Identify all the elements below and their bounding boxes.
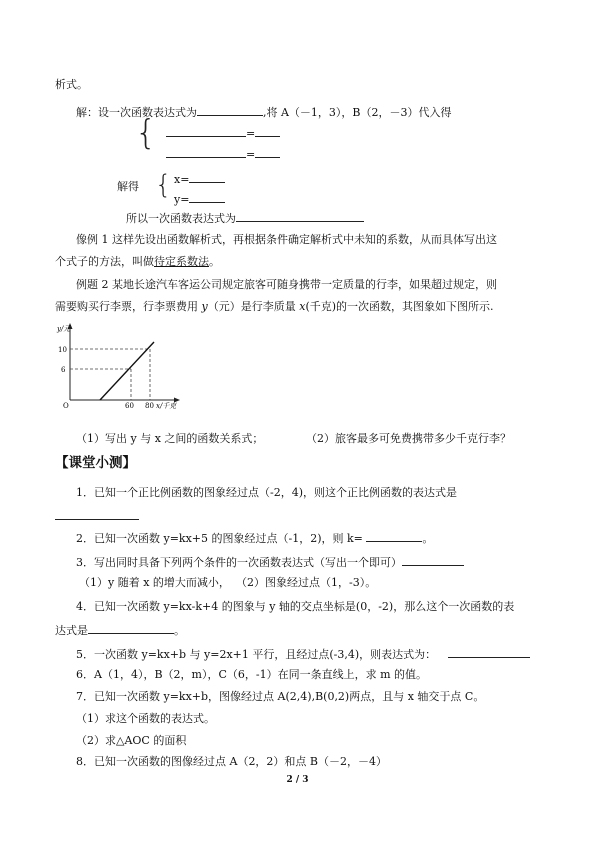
y-axis-label: y/元 bbox=[57, 325, 71, 333]
x-axis-label: x/千克 bbox=[156, 402, 177, 410]
solution-brace: { bbox=[155, 170, 172, 200]
quiz-item-4-text: 达式是 bbox=[55, 624, 88, 637]
x-tick-80: 80 bbox=[145, 402, 154, 410]
example2-line-2 bbox=[55, 300, 494, 314]
var-y: y bbox=[201, 300, 208, 313]
method-line-2 bbox=[55, 255, 220, 269]
intro-line: 析式。 bbox=[55, 78, 88, 91]
therefore-line bbox=[126, 210, 364, 226]
jiede-label: 解得 bbox=[117, 180, 139, 193]
eq-sign-2: = bbox=[246, 148, 256, 161]
x-tick-60: 60 bbox=[125, 402, 134, 410]
y-tick-10: 10 bbox=[58, 346, 67, 354]
eq-sign-1: = bbox=[246, 127, 256, 140]
equation-1-right-blank bbox=[255, 125, 280, 137]
y-eq: y= bbox=[174, 193, 190, 206]
page-number: 2 / 3 bbox=[286, 775, 309, 785]
therefore-text: 所以一次函数表达式为 bbox=[126, 212, 236, 225]
fee-line bbox=[100, 342, 154, 400]
quiz-item-6: 6．A（1，4），B（2，m），C（6，-1）在同一条直线上，求 m 的值。 bbox=[76, 668, 428, 681]
quiz-item-3-blank bbox=[402, 554, 464, 566]
luggage-fee-graph bbox=[55, 320, 185, 410]
ex2-c: (千克)的一次函数，其图象如下图所示. bbox=[305, 300, 494, 313]
equation-1 bbox=[166, 125, 280, 141]
quiz-item-2-blank bbox=[366, 530, 422, 542]
quiz-item-8: 8．已知一次函数的图像经过点 A（2，2）和点 B（－2，－4） bbox=[76, 755, 388, 768]
system-brace: { bbox=[135, 113, 157, 153]
example2-line-1: 例题 2 某地长途汽车客运公司规定旅客可随身携带一定质量的行李，如果超过规定，则 bbox=[76, 278, 497, 291]
x-eq: x= bbox=[174, 173, 190, 186]
quiz-item-3 bbox=[76, 554, 464, 570]
var-x: x bbox=[299, 300, 306, 313]
quiz-item-1-blank bbox=[55, 508, 139, 520]
solve-prefix: 解：设一次函数表达式为 bbox=[76, 106, 197, 119]
method-prefix: 个式子的方法，叫做 bbox=[55, 255, 154, 268]
quiz-item-2-end: 。 bbox=[422, 532, 434, 545]
quiz-item-3-text: 3．写出同时具备下列两个条件的一次函数表达式（写出一个即可） bbox=[76, 556, 402, 569]
method-suffix: 。 bbox=[209, 255, 220, 268]
x-solution bbox=[174, 171, 225, 187]
quiz-item-4: 4．已知一次函数 y=kx-k+4 的图象与 y 轴的交点坐标是(0，-2)，那么这个一次函数的表 bbox=[76, 600, 515, 613]
quiz-item-4-end: 。 bbox=[174, 624, 185, 637]
question-2: （2）旅客最多可免费携带多少千克行李？ bbox=[306, 432, 511, 445]
quiz-item-7: 7．已知一次函数 y=kx+b，图像经过点 A(2,4),B(0,2)两点，且与 x 轴交于点 C。 bbox=[76, 690, 485, 703]
quiz-item-7-part-1: （1）求这个函数的表达式。 bbox=[76, 712, 215, 725]
origin-label: O bbox=[63, 402, 69, 410]
method-line-1: 像例 1 这样先设出函数解析式，再根据条件确定解析式中未知的系数，从而具体写出这 bbox=[76, 233, 497, 246]
quiz-item-3-condition-2: （2）图象经过点（1，-3）。 bbox=[236, 576, 377, 589]
equation-2-left-blank bbox=[166, 146, 246, 158]
expression-blank bbox=[197, 104, 263, 116]
quiz-item-5-blank bbox=[448, 646, 530, 658]
ex2-b: （元）是行李质量 bbox=[207, 300, 300, 313]
quiz-item-1-blank-line bbox=[55, 508, 139, 524]
quiz-heading: 【课堂小测】 bbox=[55, 455, 136, 471]
equation-1-left-blank bbox=[166, 125, 246, 137]
quiz-item-1: 1．已知一个正比例函数的图象经过点（-2，4)，则这个正比例函数的表达式是 bbox=[76, 486, 458, 499]
y-blank bbox=[189, 191, 225, 203]
quiz-item-5-text: 5．一次函数 y=kx+b 与 y=2x+1 平行，且经过点(-3,4)，则表达式为： bbox=[76, 648, 437, 661]
quiz-item-7-part-2: （2）求△AOC 的面积 bbox=[76, 734, 187, 747]
quiz-item-4-blank bbox=[88, 622, 174, 634]
method-term: 待定系数法 bbox=[154, 255, 209, 268]
y-solution bbox=[174, 191, 225, 207]
solve-line bbox=[76, 104, 452, 120]
question-1: （1）写出 y 与 x 之间的函数关系式； bbox=[76, 432, 264, 445]
solve-suffix: ,将 A（－1，3），B（2，－3）代入得 bbox=[263, 106, 452, 119]
quiz-item-4-cont bbox=[55, 622, 185, 638]
quiz-item-2-text: 2．已知一次函数 y=kx+5 的图象经过点（-1，2)，则 k= bbox=[76, 532, 367, 545]
quiz-item-3-condition-1: （1）y 随着 x 的增大而减小， bbox=[79, 576, 230, 589]
ex2-a: 需要购买行李票，行李票费用 bbox=[55, 300, 202, 313]
equation-2-right-blank bbox=[255, 146, 280, 158]
quiz-item-5 bbox=[76, 646, 530, 662]
quiz-item-2 bbox=[76, 530, 433, 546]
x-blank bbox=[189, 171, 225, 183]
equation-2 bbox=[166, 146, 280, 162]
y-tick-6: 6 bbox=[61, 366, 66, 374]
result-blank bbox=[236, 210, 364, 222]
